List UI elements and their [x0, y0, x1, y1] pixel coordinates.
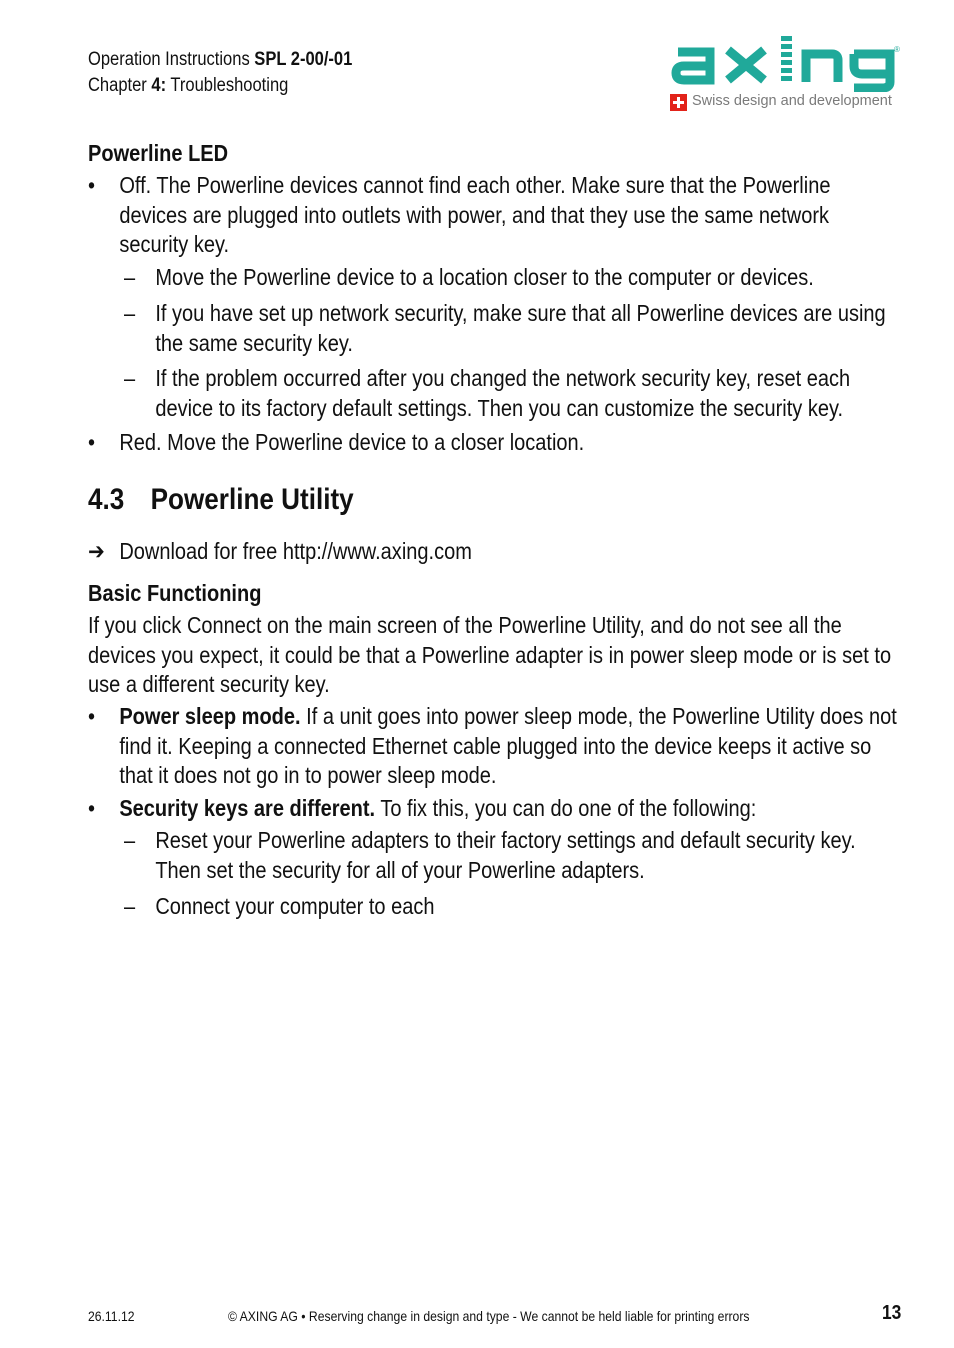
- dash-mark: –: [124, 300, 136, 326]
- dash-mark: –: [124, 827, 136, 853]
- dash-text: If the problem occurred after you changed the network security key, reset each device to its factory default settings. Then you can customize the security key.: [155, 365, 851, 421]
- dash-mark: –: [124, 365, 136, 391]
- footer-date: 26.11.12: [88, 1308, 135, 1324]
- bullet-mark: •: [88, 703, 96, 729]
- header-line-1: Operation Instructions SPL 2-00/-01: [88, 49, 353, 70]
- section-number: 4.3: [88, 483, 125, 516]
- bullet-text: Red. Move the Powerline device to a closer location.: [119, 429, 585, 455]
- bullet-mark: •: [88, 429, 96, 455]
- dash-text: Move the Powerline device to a location closer to the computer or devices.: [155, 264, 814, 290]
- page-number: 13: [882, 1302, 902, 1324]
- axing-logo: [668, 30, 908, 116]
- bullet-text: To fix this, you can do one of the following:: [375, 795, 757, 821]
- bullet-mark: •: [88, 795, 96, 821]
- section-title: Powerline Utility: [150, 483, 354, 516]
- bullet-mark: •: [88, 172, 96, 198]
- section-title-basic-functioning: Basic Functioning: [88, 580, 262, 606]
- registered-mark: ®: [894, 45, 900, 54]
- section-title-powerline-led: Powerline LED: [88, 140, 229, 166]
- swiss-flag-icon: [670, 94, 687, 111]
- footer-copyright: © AXING AG • Reserving change in design and type - We cannot be held liable for printing errors: [228, 1308, 750, 1324]
- bullet-text: If a unit goes into power sleep mode, the Powerline Utility does not find it. Keeping a connected Ethernet cable plugged into the device keeps it active so that it does not go in to power sleep mode.: [119, 703, 897, 788]
- download-text: Download for free http://www.axing.com: [119, 538, 472, 564]
- intro-paragraph: If you click Connect on the main screen of the Powerline Utility, and do not see all the devices you expect, it could be that a Powerline adapter is in power sleep mode or is set to use a different security key.: [88, 612, 892, 697]
- header-line-2: Chapter 4: Troubleshooting: [88, 75, 289, 96]
- bullet-bold-lead: Security keys are different.: [119, 795, 376, 821]
- section-heading-4-3: [88, 482, 354, 518]
- bullet-text: Off. The Powerline devices cannot find each other. Make sure that the Powerline devices are plugged into outlets with power, and that they use the same network security key.: [119, 172, 831, 257]
- dash-text: Reset your Powerline adapters to their factory settings and default security key. Then set the security for all of your Powerline adapters.: [155, 827, 856, 883]
- arrow-right-icon: ➔: [88, 538, 105, 564]
- page-header: [88, 47, 352, 99]
- dash-mark: –: [124, 264, 136, 290]
- model-name: SPL 2-00/-01: [254, 49, 353, 70]
- dash-text: Connect your computer to each: [155, 893, 435, 919]
- bullet-bold-lead: Power sleep mode.: [119, 703, 301, 729]
- logo-tagline: Swiss design and development: [692, 93, 892, 109]
- dash-text: If you have set up network security, make sure that all Powerline devices are using the same security key.: [155, 300, 886, 356]
- axing-wordmark: [668, 30, 908, 92]
- dash-mark: –: [124, 893, 136, 919]
